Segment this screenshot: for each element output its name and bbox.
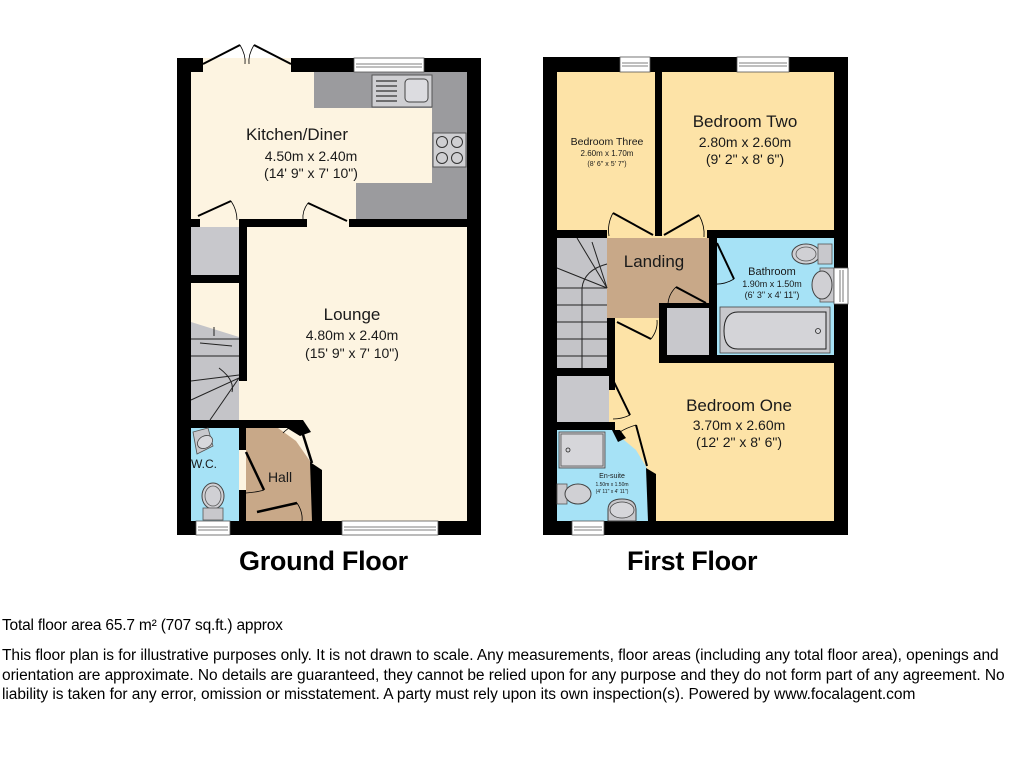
svg-text:1.50m x 1.50m: 1.50m x 1.50m bbox=[595, 482, 629, 488]
bathroom-window-icon bbox=[834, 268, 848, 304]
ground-floor-title: Ground Floor bbox=[239, 546, 408, 576]
svg-text:Bathroom: Bathroom bbox=[748, 266, 796, 278]
svg-text:(12' 2" x 8' 6"): (12' 2" x 8' 6") bbox=[695, 434, 783, 450]
bedroom-three-window-icon bbox=[620, 57, 650, 72]
kitchen-lounge-wall bbox=[191, 219, 200, 227]
ensuite-window-icon bbox=[572, 521, 604, 535]
staircase bbox=[191, 322, 239, 420]
ground-floor-plan bbox=[177, 45, 481, 535]
total-floor-area: Total floor area 65.7 m² (707 sq.ft.) approx bbox=[2, 617, 283, 634]
bedroom-one-label bbox=[686, 396, 792, 450]
bedroom-two-label bbox=[693, 112, 798, 167]
svg-text:1.90m x 1.50m: 1.90m x 1.50m bbox=[742, 279, 802, 289]
svg-text:4.50m x 2.40m: 4.50m x 2.40m bbox=[264, 148, 358, 164]
airing-cupboard bbox=[667, 308, 709, 358]
kitchen-sink-icon bbox=[372, 75, 432, 107]
bath-icon bbox=[720, 307, 830, 353]
disclaimer-text: This floor plan is for illustrative purposes only. It is not drawn to scale. Any measurements, floor areas (including any total floor area), openings and orientation are approximate. No details are guaranteed, they cannot be relied upon for any purpose and they do not form part of any agreement. No liability is taken for any error, omission or misstatement. A party must rely upon its own inspection(s). Powered by www.focalagent.com bbox=[2, 647, 1005, 703]
svg-text:Lounge: Lounge bbox=[323, 305, 381, 324]
svg-text:2.80m x 2.60m: 2.80m x 2.60m bbox=[698, 134, 792, 150]
lounge-window-icon bbox=[342, 521, 438, 535]
first-staircase bbox=[557, 238, 607, 368]
ensuite-basin-icon bbox=[608, 499, 636, 521]
ensuite-label bbox=[595, 473, 628, 495]
svg-text:4.80m x 2.40m: 4.80m x 2.40m bbox=[305, 327, 399, 343]
bathroom-toilet-icon bbox=[792, 244, 832, 264]
bathroom-label bbox=[742, 266, 802, 300]
kitchen-window-icon bbox=[354, 58, 424, 72]
svg-text:Bedroom One: Bedroom One bbox=[686, 396, 792, 415]
french-doors-icon bbox=[203, 45, 291, 72]
svg-text:2.60m x 1.70m: 2.60m x 1.70m bbox=[580, 149, 634, 158]
kitchen-hob-icon bbox=[433, 133, 466, 167]
svg-text:En-suite: En-suite bbox=[599, 473, 625, 480]
shower-tray-icon bbox=[559, 432, 605, 468]
svg-text:3.70m x 2.60m: 3.70m x 2.60m bbox=[692, 417, 786, 433]
wc-window-icon bbox=[196, 521, 230, 535]
svg-text:(6' 3" x 4' 11"): (6' 3" x 4' 11") bbox=[744, 290, 800, 300]
ensuite-toilet-icon bbox=[557, 484, 591, 504]
first-floor-plan bbox=[543, 57, 848, 535]
landing-label: Landing bbox=[623, 252, 685, 271]
svg-text:Bedroom Two: Bedroom Two bbox=[692, 112, 798, 131]
svg-text:Kitchen/Diner: Kitchen/Diner bbox=[245, 125, 349, 144]
bedroom-two-window-icon bbox=[737, 57, 789, 72]
wc-toilet-icon bbox=[202, 483, 224, 520]
svg-text:(8' 6" x 5' 7"): (8' 6" x 5' 7") bbox=[587, 161, 627, 168]
hall-label: Hall bbox=[267, 469, 293, 485]
cupboard bbox=[191, 227, 239, 275]
svg-text:(4' 11" x 4' 11"): (4' 11" x 4' 11") bbox=[595, 489, 629, 495]
svg-text:(14' 9" x 7' 10"): (14' 9" x 7' 10") bbox=[264, 165, 358, 181]
wc-label: W.C. bbox=[191, 457, 217, 471]
svg-text:(15' 9" x 7' 10"): (15' 9" x 7' 10") bbox=[305, 345, 399, 361]
svg-text:(9' 2" x 8' 6"): (9' 2" x 8' 6") bbox=[705, 151, 785, 167]
svg-text:Bedroom Three: Bedroom Three bbox=[570, 136, 644, 148]
wardrobe bbox=[557, 376, 609, 422]
first-floor-title: First Floor bbox=[627, 546, 758, 576]
